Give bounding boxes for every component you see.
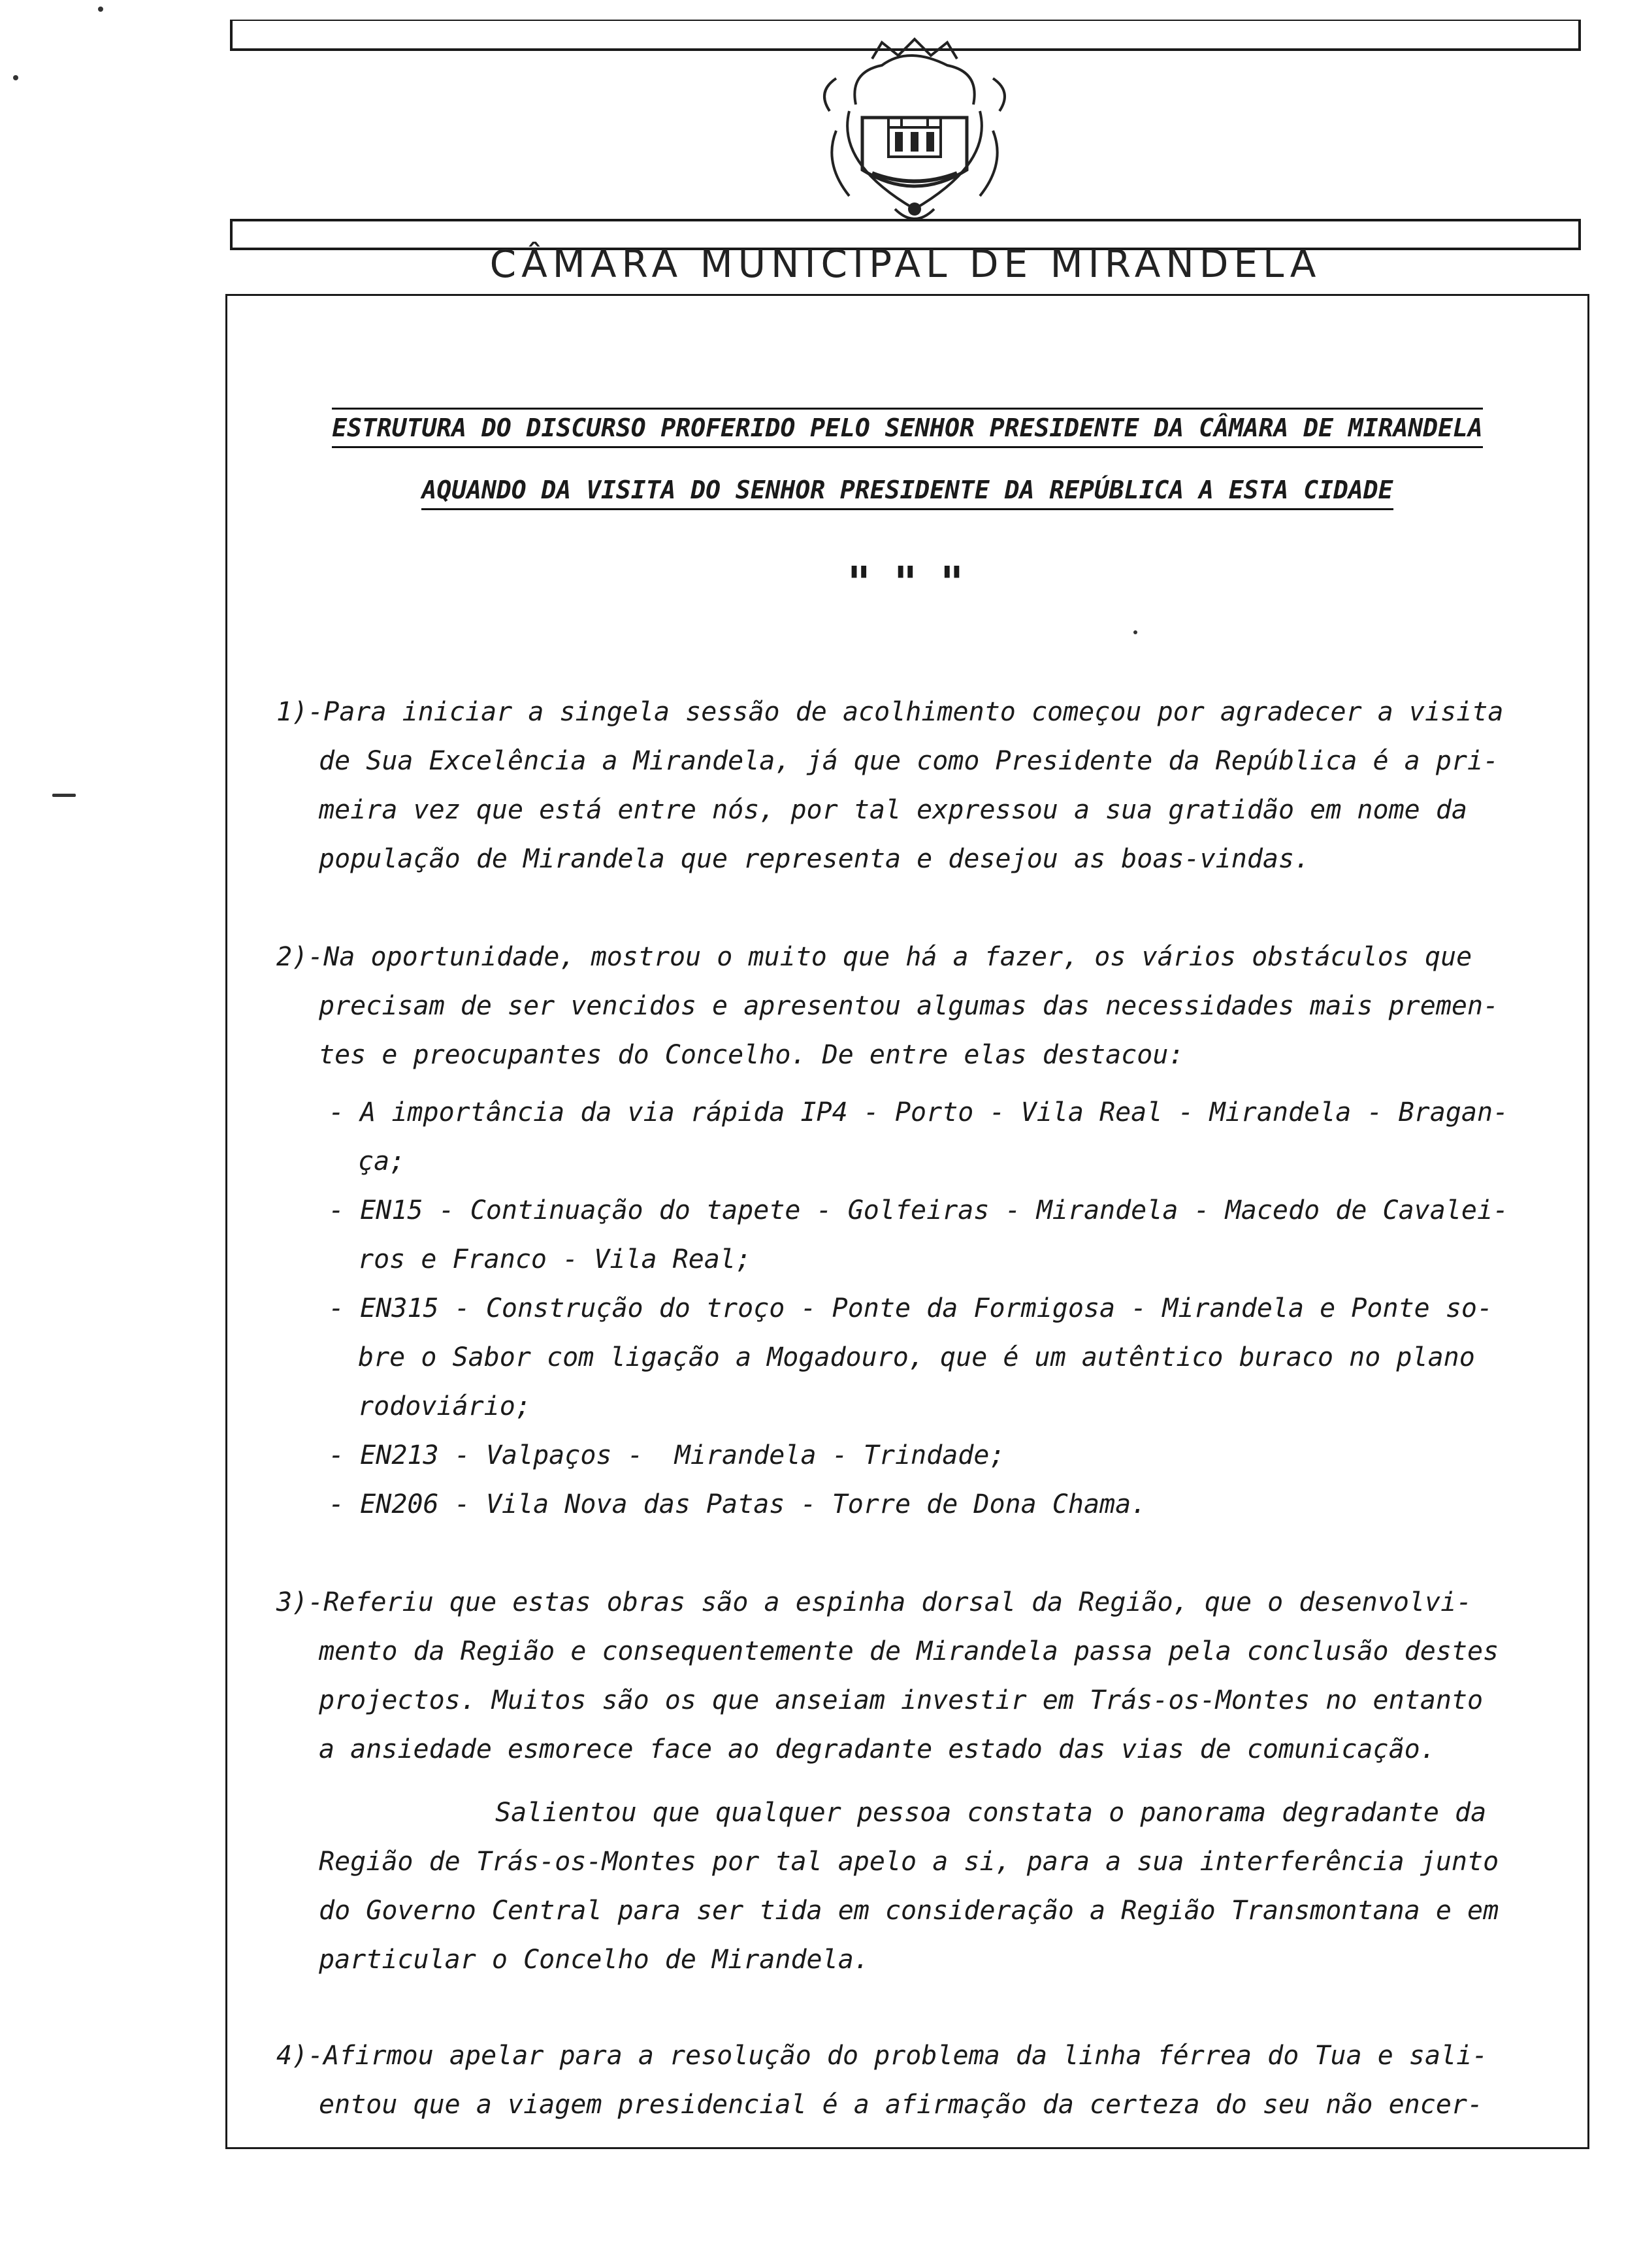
document-heading-line-2: AQUANDO DA VISITA DO SENHOR PRESIDENTE DA REPÚBLICA A ESTA CIDADE bbox=[227, 476, 1587, 504]
paragraph-line: projectos. Muitos são os que anseiam investir em Trás-os-Montes no entanto bbox=[319, 1685, 1484, 1715]
scan-speck bbox=[52, 794, 76, 797]
institution-title: CÂMARA MUNICIPAL DE MIRANDELA bbox=[489, 242, 1322, 286]
paragraph-line: entou que a viagem presidencial é a afirmação da certeza do seu não encer- bbox=[319, 2090, 1484, 2120]
paragraph-line: particular o Concelho de Mirandela. bbox=[319, 1945, 869, 1975]
paragraph-line: 3)-Referiu que estas obras são a espinha dorsal da Região, que o desenvolvi- bbox=[276, 1587, 1472, 1617]
bullet-line: ça; bbox=[358, 1146, 406, 1176]
paragraph-line: população de Mirandela que representa e desejou as boas-vindas. bbox=[319, 844, 1310, 874]
bullet-line: - EN213 - Valpaços - Mirandela - Trindade; bbox=[329, 1440, 1005, 1470]
paragraph-line: a ansiedade esmorece face ao degradante estado das vias de comunicação. bbox=[319, 1734, 1436, 1764]
document-frame bbox=[225, 294, 1589, 2149]
paragraph-line: 4)-Afirmou apelar para a resolução do problema da linha férrea do Tua e sali- bbox=[276, 2041, 1488, 2071]
paragraph-line: 1)-Para iniciar a singela sessão de acolhimento começou por agradecer a visita bbox=[276, 697, 1504, 727]
paragraph-line: mento da Região e consequentemente de Mirandela passa pela conclusão destes bbox=[319, 1636, 1499, 1666]
paragraph-line: Região de Trás-os-Montes por tal apelo a si, para a sua interferência junto bbox=[319, 1847, 1499, 1877]
separator-marks: " " " bbox=[847, 557, 967, 609]
bullet-line: - EN206 - Vila Nova das Patas - Torre de Dona Chama. bbox=[329, 1489, 1147, 1519]
scan-speck bbox=[1133, 630, 1137, 634]
scan-speck bbox=[98, 7, 103, 12]
bullet-line: ros e Franco - Vila Real; bbox=[358, 1244, 752, 1274]
paragraph-line: meira vez que está entre nós, por tal expressou a sua gratidão em nome da bbox=[319, 795, 1467, 825]
bullet-line: - EN315 - Construção do troço - Ponte da Formigosa - Mirandela e Ponte so- bbox=[329, 1293, 1493, 1323]
paragraph-line: precisam de ser vencidos e apresentou algumas das necessidades mais premen- bbox=[319, 991, 1499, 1021]
paragraph-line: do Governo Central para ser tida em consideração a Região Transmontana e em bbox=[319, 1896, 1499, 1926]
paragraph-line: de Sua Excelência a Mirandela, já que como Presidente da República é a pri- bbox=[319, 746, 1499, 776]
bullet-line: rodoviário; bbox=[358, 1391, 531, 1421]
bullet-line: - EN15 - Continuação do tapete - Golfeiras - Mirandela - Macedo de Cavalei- bbox=[329, 1195, 1509, 1225]
scan-speck bbox=[13, 75, 18, 80]
document-heading-line-1: ESTRUTURA DO DISCURSO PROFERIDO PELO SENHOR PRESIDENTE DA CÂMARA DE MIRANDELA bbox=[227, 413, 1587, 442]
paragraph-line: Salientou que qualquer pessoa constata o panorama degradante da bbox=[495, 1798, 1487, 1828]
bullet-line: bre o Sabor com ligação a Mogadouro, que é um autêntico buraco no plano bbox=[358, 1342, 1475, 1372]
municipal-coat-of-arms-icon bbox=[810, 33, 1019, 235]
bullet-line: - A importância da via rápida IP4 - Porto - Vila Real - Mirandela - Bragan- bbox=[329, 1097, 1509, 1127]
paragraph-line: 2)-Na oportunidade, mostrou o muito que há a fazer, os vários obstáculos que bbox=[276, 942, 1472, 972]
paragraph-line: tes e preocupantes do Concelho. De entre elas destacou: bbox=[319, 1040, 1184, 1070]
